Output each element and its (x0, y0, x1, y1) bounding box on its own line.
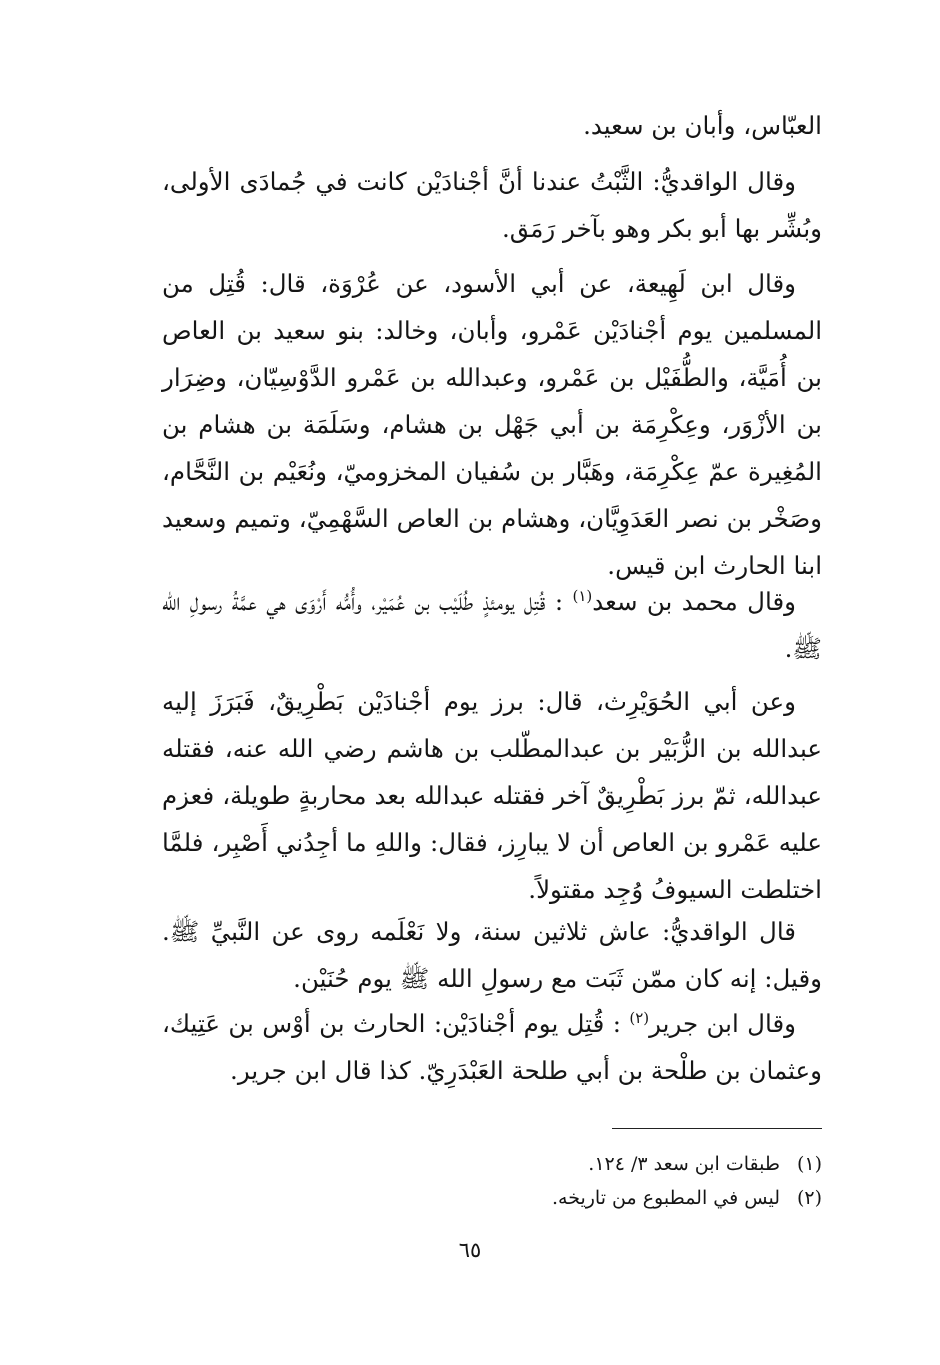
paragraph-text: قال الواقديُّ: عاش ثلاثين سنة، ولا نَعْلَمه روى عن النَّبيِّ ﷺ. وقيل: إنه كان ممّن ثَبَت مع رسولِ الله ﷺ يوم حُنَيْن. (162, 917, 822, 993)
footnote-text: طبقات ابن سعد ٣/ ١٢٤. (588, 1153, 780, 1175)
paragraph-continuation (162, 102, 822, 149)
page-number: ٦٥ (458, 1238, 482, 1262)
paragraph-abu-huwayrith (162, 678, 822, 913)
paragraph-waqidi-date (162, 158, 822, 252)
footnote-separator (612, 1128, 822, 1129)
paragraph-text-after-ref: : قُتِل يومئذٍ طُلَيْب بن عُمَيْر، وأُمُّه أَرْوَى هي عمَّةُ رسولِ الله ﷺ. (162, 587, 822, 663)
footnote-number: (٢) (796, 1187, 822, 1209)
paragraph-text: وقال الواقديُّ: الثَّبْتُ عندنا أنَّ أجْنادَيْن كانت في جُمادَى الأولى، وبُشِّر بها أبو بكر وهو بآخر رَمَق. (162, 167, 822, 243)
paragraph-waqidi-age (162, 908, 822, 1002)
paragraph-ibn-saad (162, 578, 822, 672)
paragraph-text-before-ref: وقال محمد بن سعد (592, 587, 796, 616)
paragraph-ibn-jarir (162, 1000, 822, 1094)
paragraph-text-after-ref: : قُتِل يوم أجْنادَيْن: الحارث بن أوْس بن عَتِيك، وعثمان بن طلْحة بن أبي طلحة العَبْدَرِيّ. كذا قال ابن جرير. (162, 1009, 822, 1085)
paragraph-text: وقال ابن لَهِيعة، عن أبي الأسود، عن عُرْوَة، قال: قُتِل من المسلمين يوم أجْنادَيْن عَمْرو، وأبان، وخالد: بنو سعيد بن العاص بن أُمَيَّة، والطُّفَيْل بن عَمْرو، وعبدالله بن عَمْرو الدَّوْسِيّان، وضِرَار بن الأزْوَر، وعِكْرِمَة بن أبي جَهْل بن هشام، وسَلَمَة بن هشام بن المُغِيرة عمّ عِكْرِمَة، وهَبَّار بن سُفيان المخزوميّ، ونُعَيْم بن النَّحَّام، وصَخْر بن نصر العَدَوِيَّان، وهشام بن العاص السَّهْمِيّ، وتميم وسعيد ابنا الحارث ابن قيس. (162, 269, 822, 580)
footnote-2 (552, 1184, 822, 1212)
paragraph-text: العبّاس، وأبان بن سعيد. (583, 111, 822, 140)
footnote-1 (588, 1150, 822, 1178)
footnote-ref-2: (٢) (629, 1008, 650, 1027)
footnote-number: (١) (796, 1153, 822, 1175)
footnote-ref-1: (١) (572, 586, 593, 605)
footnote-text: ليس في المطبوع من تاريخه. (551, 1187, 780, 1209)
paragraph-killed-list (162, 260, 822, 589)
paragraph-text: وعن أبي الحُوَيْرِث، قال: برز يوم أجْنادَيْن بَطْرِيقٌ، فَبَرَزَ إليه عبدالله بن الزُّبَيْر بن عبدالمطّلب بن هاشم رضي الله عنه، فقتله عبدالله، ثمّ برز بَطْرِيقٌ آخر فقتله عبدالله بعد محاربةٍ طويلة، فعزم عليه عَمْرو بن العاص أن لا يبارِز، فقال: واللهِ ما أجِدُني أَصْبِر، فلمَّا اختلطت السيوفُ وُجِد مقتولاً. (162, 687, 822, 904)
paragraph-text-before-ref: وقال ابن جرير (649, 1009, 796, 1038)
